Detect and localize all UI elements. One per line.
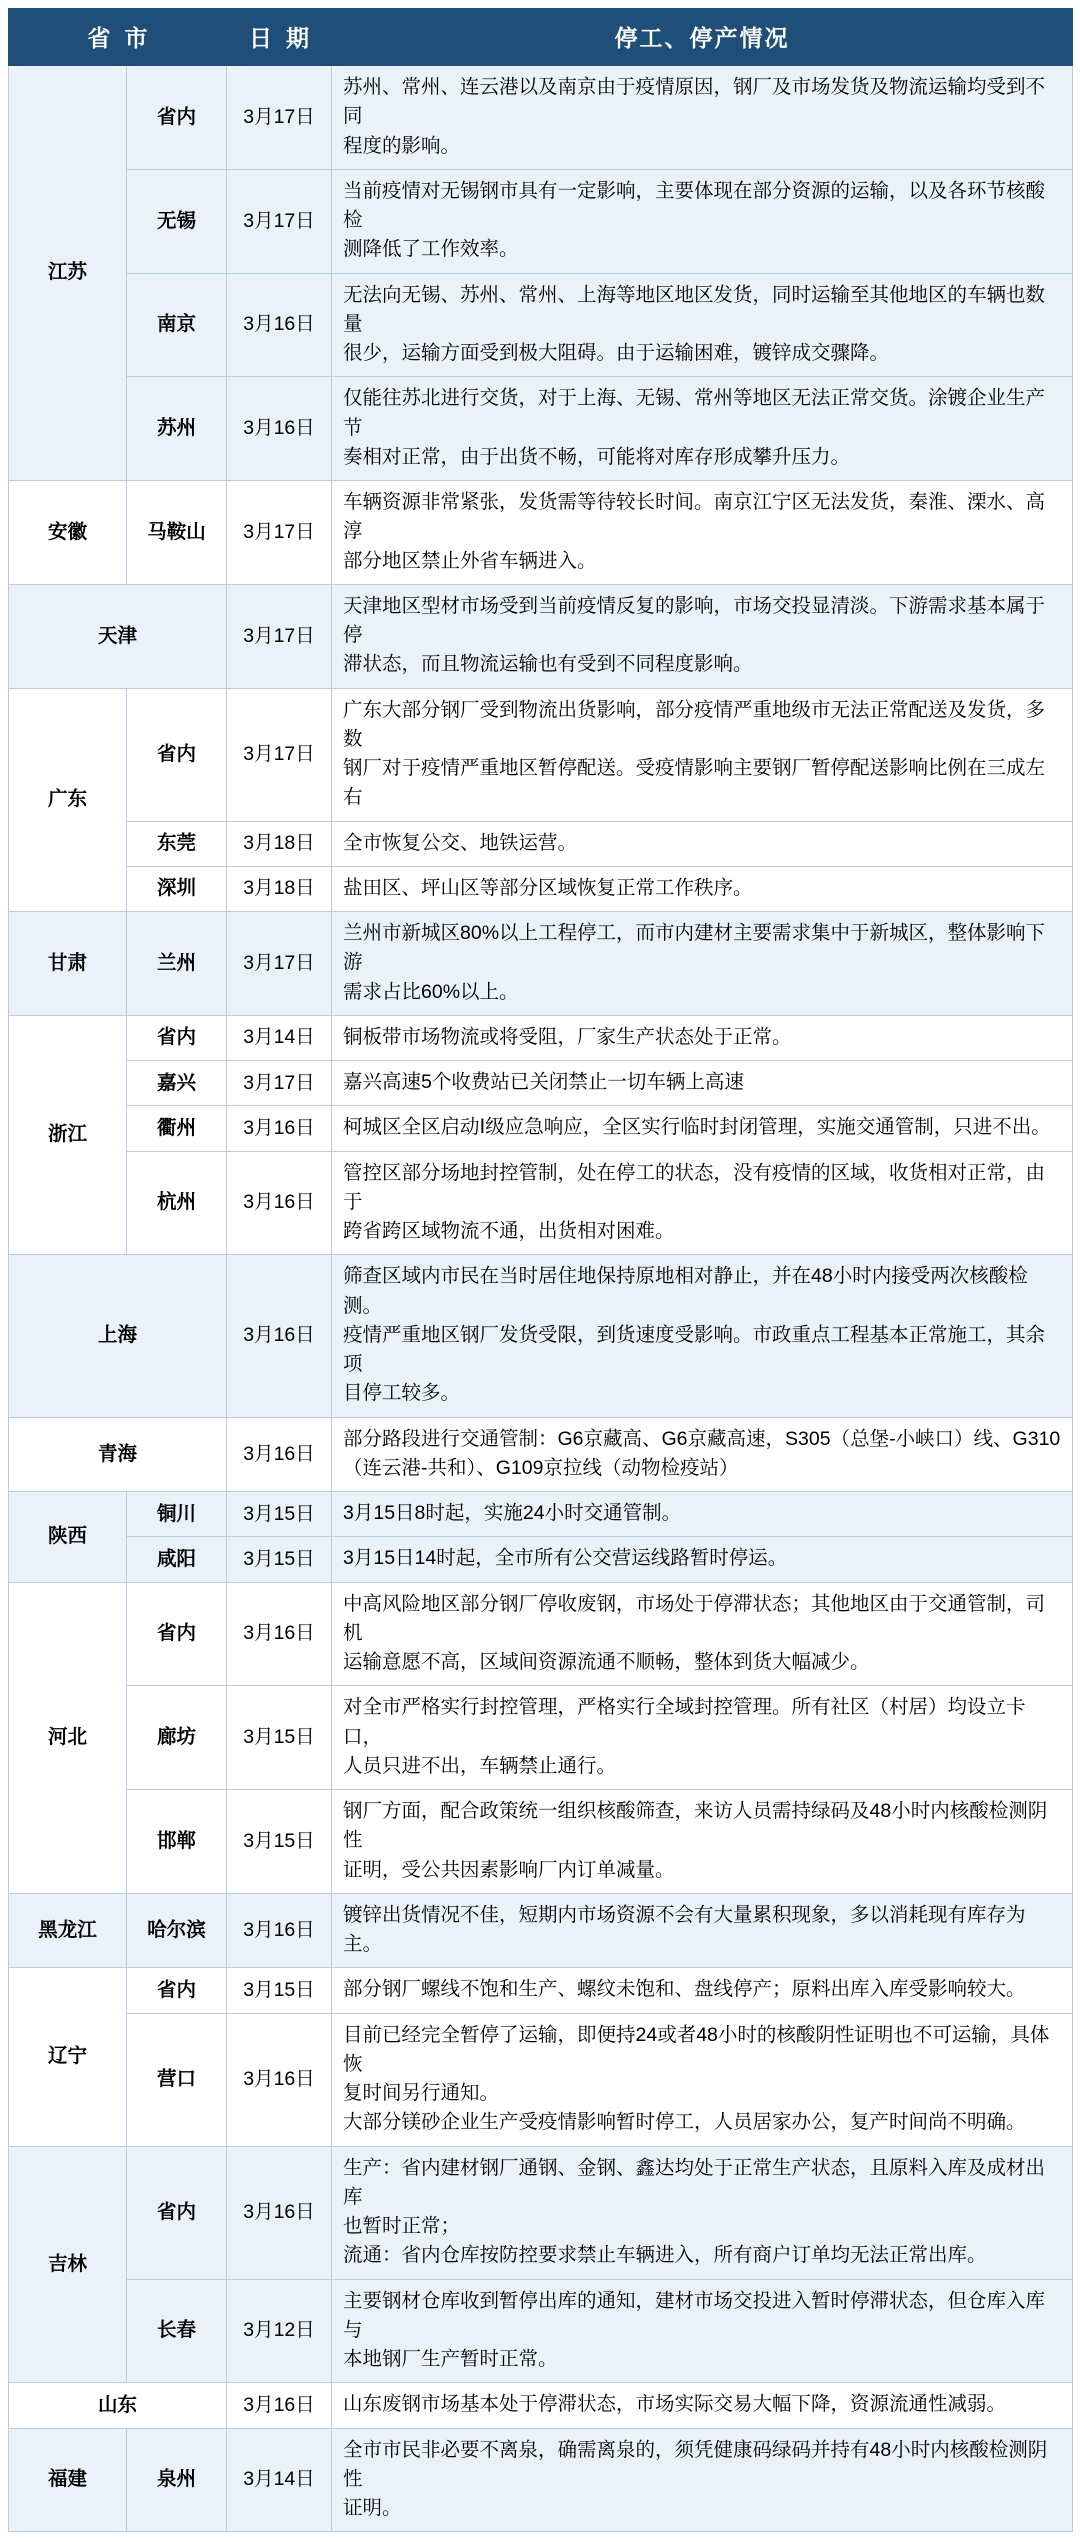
city-cell: 省内 [127,1968,227,2013]
description-cell [332,481,1073,585]
city-cell: 杭州 [127,1151,227,1255]
description-line: 全市市民非必要不离泉，确需离泉的，须凭健康码绿码并持有48小时内核酸检测阴性 [343,2438,1048,2490]
table-body [9,66,1073,2532]
description-cell [332,1492,1073,1537]
province-cell: 山东 [9,2383,227,2428]
description-cell [332,377,1073,481]
table-row [9,1255,1073,1417]
table-row [9,66,1073,170]
description-line: 铜板带市场物流或将受阻，厂家生产状态处于正常。 [343,1025,792,1048]
province-cell: 青海 [9,1417,227,1492]
column-header-province: 省市 [9,9,227,66]
table-row [9,1015,1073,1060]
description-cell [332,2279,1073,2383]
description-line: 中高风险地区部分钢厂停收废钢，市场处于停滞状态；其他地区由于交通管制，司机 [343,1592,1046,1644]
province-cell: 江苏 [9,66,127,481]
description-line: 人员只进不出，车辆禁止通行。 [343,1754,617,1777]
description-line: 滞状态，而且物流运输也有受到不同程度影响。 [343,653,753,676]
date-cell: 3月15日 [227,1686,332,1790]
description-line: 部分钢厂螺线不饱和生产、螺纹未饱和、盘线停产；原料出库入库受影响较大。 [343,1978,1026,2001]
description-line: 对全市严格实行封控管理，严格实行全域封控管理。所有社区（村居）均设立卡口， [343,1696,1026,1748]
description-line: 需求占比60%以上。 [343,980,519,1003]
city-cell: 邯郸 [127,1790,227,1894]
city-cell: 省内 [127,688,227,821]
description-line: 钢厂对于疫情严重地区暂停配送。受疫情影响主要钢厂暂停配送影响比例在三成左右 [343,757,1046,809]
table-row [9,866,1073,911]
table-row [9,1151,1073,1255]
table-row [9,1893,1073,1968]
province-cell: 吉林 [9,2146,127,2383]
description-cell [332,1582,1073,1686]
date-cell: 3月16日 [227,273,332,377]
date-cell: 3月17日 [227,66,332,170]
column-header-description: 停工、停产情况 [332,9,1073,66]
province-cell: 安徽 [9,481,127,585]
table-header [9,9,1073,66]
date-cell: 3月18日 [227,821,332,866]
description-line: 3月15日14时起，全市所有公交营运线路暂时停运。 [343,1547,788,1570]
table-row [9,1417,1073,1492]
table-row [9,1790,1073,1894]
description-line: 钢厂方面，配合政策统一组织核酸筛查，来访人员需持绿码及48小时内核酸检测阴性 [343,1800,1048,1852]
description-cell [332,1417,1073,1492]
city-cell: 衢州 [127,1106,227,1151]
description-cell [332,912,1073,1016]
date-cell: 3月16日 [227,2146,332,2279]
description-cell [332,1790,1073,1894]
description-cell [332,66,1073,170]
date-cell: 3月16日 [227,1582,332,1686]
table-row [9,584,1073,688]
province-cell: 广东 [9,688,127,912]
table-row [9,2146,1073,2279]
date-cell: 3月16日 [227,2383,332,2428]
city-cell: 东莞 [127,821,227,866]
province-cell: 陕西 [9,1492,127,1583]
description-line: 全市恢复公交、地铁运营。 [343,831,578,854]
table-row [9,912,1073,1016]
description-line: 嘉兴高速5个收费站已关闭禁止一切车辆上高速 [343,1071,744,1093]
description-cell [332,688,1073,821]
description-cell [332,1686,1073,1790]
table-row [9,688,1073,821]
city-cell: 兰州 [127,912,227,1016]
column-header-date: 日期 [227,9,332,66]
city-cell: 咸阳 [127,1537,227,1582]
date-cell: 3月15日 [227,1492,332,1537]
date-cell: 3月18日 [227,866,332,911]
date-cell: 3月17日 [227,169,332,273]
date-cell: 3月14日 [227,1015,332,1060]
date-cell: 3月17日 [227,584,332,688]
table-row [9,2279,1073,2383]
date-cell: 3月17日 [227,688,332,821]
date-cell: 3月14日 [227,2428,332,2532]
description-line: 流通：省内仓库按防控要求禁止车辆进入，所有商户订单均无法正常出库。 [343,2244,987,2267]
description-line: 复时间另行通知。 [343,2082,500,2104]
description-line: 盐田区、坪山区等部分区域恢复正常工作秩序。 [343,876,753,899]
city-cell: 嘉兴 [127,1061,227,1106]
description-cell [332,1537,1073,1582]
description-cell [332,866,1073,911]
date-cell: 3月16日 [227,377,332,481]
date-cell: 3月17日 [227,1061,332,1106]
province-cell: 浙江 [9,1015,127,1255]
description-line: 广东大部分钢厂受到物流出货影响，部分疫情严重地级市无法正常配送及发货，多数 [343,698,1046,750]
date-cell: 3月12日 [227,2279,332,2383]
table-row [9,2013,1073,2146]
table-row [9,2383,1073,2428]
province-cell: 天津 [9,584,227,688]
description-line: 主要钢材仓库收到暂停出库的通知，建材市场交投进入暂时停滞状态，但仓库入库与 [343,2289,1046,2341]
table-row [9,1492,1073,1537]
description-line: 测降低了工作效率。 [343,238,519,261]
description-cell [332,1255,1073,1417]
description-line: 部分地区禁止外省车辆进入。 [343,549,597,572]
description-line: 跨省跨区域物流不通，出货相对困难。 [343,1220,675,1242]
description-line: （连云港-共和）、G109京拉线（动物检疫站） [343,1456,739,1479]
description-line: 目前已经完全暂停了运输，即便持24或者48小时的核酸阴性证明也不可运输，具体恢 [343,2023,1050,2075]
province-cell: 黑龙江 [9,1893,127,1968]
description-line: 目停工较多。 [343,1382,461,1405]
province-cell: 上海 [9,1255,227,1417]
table-row [9,2428,1073,2532]
table-header-row [9,9,1073,66]
province-cell: 辽宁 [9,1968,127,2146]
city-cell: 省内 [127,66,227,170]
description-line: 仅能往苏北进行交货，对于上海、无锡、常州等地区无法正常交货。涂镀企业生产节 [343,387,1046,439]
description-line: 奏相对正常，由于出货不畅，可能将对库存形成攀升压力。 [343,445,851,468]
city-cell: 廊坊 [127,1686,227,1790]
description-cell [332,273,1073,377]
description-line: 运输意愿不高，区域间资源流通不顺畅，整体到货大幅减少。 [343,1651,870,1673]
date-cell: 3月16日 [227,1893,332,1968]
province-cell: 福建 [9,2428,127,2532]
description-line: 当前疫情对无锡钢市具有一定影响，主要体现在部分资源的运输，以及各环节核酸检 [343,179,1046,231]
date-cell: 3月15日 [227,1790,332,1894]
table-row [9,1061,1073,1106]
description-line: 生产：省内建材钢厂通钢、金钢、鑫达均处于正常生产状态，且原料入库及成材出库 [343,2156,1046,2208]
description-cell [332,2146,1073,2279]
description-line: 筛查区域内市民在当时居住地保持原地相对静止，并在48小时内接受两次核酸检测。 [343,1265,1028,1317]
description-line: 兰州市新城区80%以上工程停工，而市内建材主要需求集中于新城区，整体影响下游 [343,922,1046,974]
table-row [9,1582,1073,1686]
date-cell: 3月16日 [227,1255,332,1417]
table-row [9,1106,1073,1151]
description-line: 程度的影响。 [343,134,461,157]
description-line: 疫情严重地区钢厂发货受限，到货速度受影响。市政重点工程基本正常施工，其余项 [343,1323,1046,1375]
city-cell: 无锡 [127,169,227,273]
date-cell: 3月17日 [227,481,332,585]
description-line: 证明，受公共因素影响厂内订单减量。 [343,1858,675,1881]
description-line: 车辆资源非常紧张，发货需等待较长时间。南京江宁区无法发货，秦淮、溧水、高淳 [343,491,1046,543]
table-row [9,377,1073,481]
description-cell [332,1968,1073,2013]
description-line: 天津地区型材市场受到当前疫情反复的影响，市场交投显清淡。下游需求基本属于停 [343,594,1046,646]
description-line: 本地钢厂生产暂时正常。 [343,2348,558,2370]
description-line: 管控区部分场地封控管制，处在停工的状态，没有疫情的区域，收货相对正常，由于 [343,1161,1046,1213]
date-cell: 3月17日 [227,912,332,1016]
table-row [9,273,1073,377]
city-cell: 马鞍山 [127,481,227,585]
province-cell: 河北 [9,1582,127,1893]
description-line: 大部分镁砂企业生产受疫情影响暂时停工，人员居家办公，复产时间尚不明确。 [343,2111,1026,2134]
description-line: 也暂时正常； [343,2215,461,2237]
table-row [9,821,1073,866]
description-line: 无法向无锡、苏州、常州、上海等地区地区发货，同时运输至其他地区的车辆也数量 [343,283,1046,335]
date-cell: 3月16日 [227,1417,332,1492]
date-cell: 3月15日 [227,1537,332,1582]
table-row [9,1686,1073,1790]
description-line: 山东废钢市场基本处于停滞状态，市场实际交易大幅下降，资源流通性减弱。 [343,2393,1007,2416]
table-row [9,481,1073,585]
description-cell [332,1015,1073,1060]
shutdown-status-table [8,8,1073,2532]
province-cell: 甘肃 [9,912,127,1016]
city-cell: 省内 [127,2146,227,2279]
city-cell: 铜川 [127,1492,227,1537]
date-cell: 3月16日 [227,1151,332,1255]
table-row [9,1968,1073,2013]
description-cell [332,821,1073,866]
city-cell: 泉州 [127,2428,227,2532]
description-cell [332,1151,1073,1255]
city-cell: 南京 [127,273,227,377]
description-cell [332,584,1073,688]
table-row [9,169,1073,273]
description-cell [332,1106,1073,1151]
city-cell: 省内 [127,1582,227,1686]
city-cell: 省内 [127,1015,227,1060]
city-cell: 哈尔滨 [127,1893,227,1968]
description-line: 很少，运输方面受到极大阻碍。由于运输困难，镀锌成交骤降。 [343,342,890,364]
city-cell: 长春 [127,2279,227,2383]
date-cell: 3月15日 [227,1968,332,2013]
city-cell: 营口 [127,2013,227,2146]
city-cell: 苏州 [127,377,227,481]
description-line: 部分路段进行交通管制：G6京藏高、G6京藏高速，S305（总堡-小峡口）线、G310 [343,1427,1061,1450]
description-line: 苏州、常州、连云港以及南京由于疫情原因，钢厂及市场发货及物流运输均受到不同 [343,76,1046,128]
date-cell: 3月16日 [227,1106,332,1151]
table-row [9,1537,1073,1582]
date-cell: 3月16日 [227,2013,332,2146]
description-cell [332,1061,1073,1106]
description-cell [332,2383,1073,2428]
description-cell [332,1893,1073,1968]
description-line: 柯城区全区启动Ⅰ级应急响应，全区实行临时封闭管理，实施交通管制，只进不出。 [343,1116,1051,1139]
description-cell [332,2013,1073,2146]
description-line: 3月15日8时起，实施24小时交通管制。 [343,1502,682,1524]
description-line: 镀锌出货情况不佳，短期内市场资源不会有大量累积现象，多以消耗现有库存为主。 [343,1903,1026,1955]
description-cell [332,169,1073,273]
description-line: 证明。 [343,2497,402,2519]
description-cell [332,2428,1073,2532]
city-cell: 深圳 [127,866,227,911]
